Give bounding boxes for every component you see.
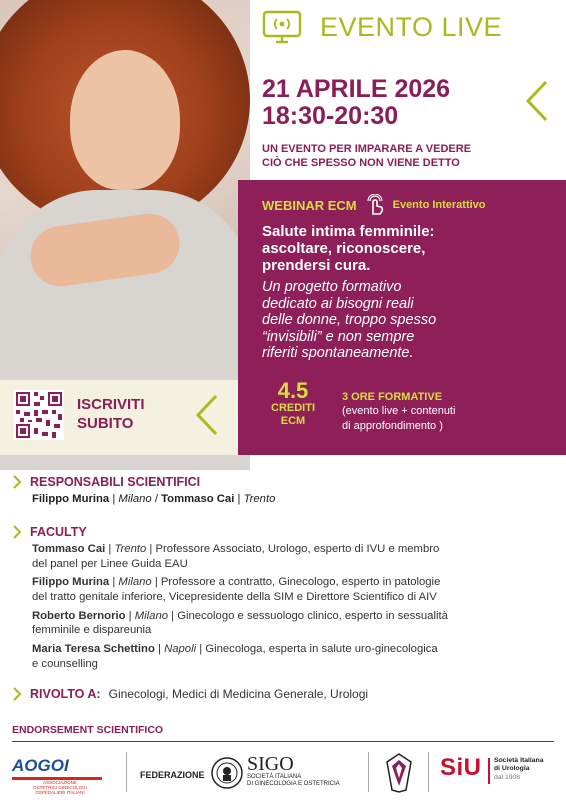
siu-caption-1: Società Italiana — [494, 757, 544, 764]
sigo-logo-text: SIGO — [247, 753, 294, 775]
aogoi-caption-2: OSTETRICI GINECOLOGI — [33, 784, 87, 790]
faculty-role-cont: e counselling — [32, 657, 98, 670]
interactive-label: Evento Interattivo — [392, 199, 486, 211]
faculty-city: Milano — [118, 576, 152, 589]
subscribe-line-2: SUBITO — [77, 414, 134, 432]
aogoi-logo — [12, 756, 108, 796]
ecm-credits — [262, 380, 324, 427]
aogoi-caption-3: OSPEDALIERI ITALIANI — [35, 789, 85, 795]
faculty-item: Tommaso Cai | Trento | Professore Associato, Urologo, esperto di IVU e membro del panel per Linee Guida EAU — [32, 543, 440, 570]
sigo-logo — [247, 754, 340, 788]
training-hours — [342, 390, 455, 433]
event-date: 21 APRILE 2026 — [262, 75, 451, 103]
faculty-name: Filippo Murina — [32, 576, 110, 589]
faculty-section — [12, 525, 557, 675]
chevron-right-icon — [12, 525, 22, 539]
responsabili-heading: RESPONSABILI SCIENTIFICI — [30, 475, 201, 489]
chevron-right-icon — [12, 475, 22, 489]
separator: | — [109, 493, 119, 505]
faculty-city: Napoli — [164, 643, 197, 656]
aogoi-caption — [12, 781, 108, 796]
tagline-line-1: UN EVENTO PER IMPARARE A VEDERE — [262, 143, 472, 155]
aogoi-logo-text: AOGOI — [12, 756, 69, 775]
live-badge — [262, 10, 502, 44]
chevron-left-icon — [522, 78, 552, 124]
sigo-caption-1: SOCIETÀ ITALIANA — [247, 774, 302, 780]
faculty-city: Trento — [114, 543, 147, 555]
faculty-item: Roberto Bernorio | Milano | Ginecologo e sessuologo clinico, esperto in sessualità femminile e dispareunia — [32, 609, 448, 637]
subscribe-label[interactable] — [77, 396, 145, 434]
tagline-line-2: CIÒ CHE SPESSO NON VIENE DETTO — [262, 157, 460, 170]
rivolto-label: RIVOLTO A: — [30, 687, 101, 701]
course-description — [262, 279, 552, 362]
endorsement-heading: ENDORSEMENT SCIENTIFICO — [12, 724, 164, 736]
faculty-heading: FACULTY — [30, 525, 87, 539]
chevron-left-icon — [192, 392, 222, 438]
faculty-name: Roberto Bernorio — [32, 609, 126, 622]
credits-label-1: CREDITI — [271, 402, 315, 414]
faculty-role: | Professore Associato, Urologo, esperto di IVU e membro — [146, 543, 440, 555]
hours-title: 3 ORE FORMATIVE — [342, 391, 443, 403]
faculty-name: Maria Teresa Schettino — [32, 643, 155, 656]
title-line-2: ascoltare, riconoscere, — [262, 239, 426, 257]
webinar-label: WEBINAR ECM — [262, 197, 357, 213]
siu-caption-3: dal 1908 — [494, 773, 521, 781]
title-line-1: Salute intima femminile: — [262, 223, 435, 240]
subscribe-line-1: ISCRIVITI — [77, 396, 145, 413]
desc-line-3: delle donne, troppo spesso — [262, 312, 437, 329]
responsabili-section — [12, 475, 275, 507]
siu-logo-text: SiU — [440, 754, 482, 781]
touch-hand-icon — [365, 194, 385, 216]
desc-line-4: “invisibili” e non sempre — [262, 328, 415, 345]
evento-live-label: EVENTO LIVE — [320, 11, 503, 42]
endorsement-logos — [0, 748, 566, 800]
qr-code[interactable] — [14, 390, 64, 440]
faculty-role: | Professore a contratto, Ginecologo, esperto in patologie — [151, 576, 441, 589]
credits-number: 4.5 — [277, 378, 309, 403]
faculty-name: Tommaso Cai — [32, 543, 106, 555]
title-line-3: prendersi cura. — [262, 256, 371, 274]
desc-line-2: dedicato ai bisogni reali — [262, 295, 414, 312]
chevron-right-icon — [12, 687, 22, 701]
target-audience — [12, 687, 368, 701]
faculty-role-cont: del tratto genitale inferiore, Vicepresidente della SIM e Direttore Scientifico di AIV — [32, 591, 437, 604]
aogoi-caption-1: ASSOCIAZIONE — [43, 780, 77, 785]
responsabile-city-2: Trento — [243, 493, 276, 505]
event-datetime — [262, 76, 450, 130]
responsabili-names — [12, 492, 275, 507]
hours-note-2: di approfondimento ) — [342, 419, 443, 432]
live-broadcast-icon — [262, 10, 302, 44]
responsabile-name-1: Filippo Murina — [32, 493, 110, 505]
federazione-label: FEDERAZIONE — [140, 770, 205, 780]
faculty-role-cont: femminile e dispareunia — [32, 624, 152, 637]
separator: / — [151, 493, 162, 505]
faculty-item: Maria Teresa Schettino | Napoli | Ginecologa, esperta in salute uro-ginecologica e counselling — [32, 643, 438, 670]
faculty-city: Milano — [134, 609, 169, 622]
divider — [12, 741, 554, 742]
desc-line-1: Un progetto formativo — [262, 279, 402, 295]
responsabile-name-2: Tommaso Cai — [161, 493, 235, 505]
shield-emblem-icon — [384, 752, 414, 794]
rivolto-text: Ginecologi, Medici di Medicina Generale, Urologi — [108, 687, 369, 701]
faculty-item: Filippo Murina | Milano | Professore a contratto, Ginecologo, esperto in patologie del tratto genitale inferiore, Vicepresidente della SIM e Direttore Scientifico di AIV — [32, 576, 441, 604]
hours-note-1: (evento live + contenuti — [342, 405, 456, 418]
siu-caption-2: di Urologia — [494, 765, 530, 773]
faculty-role: | Ginecologo e sessuologo clinico, esperto in sessualità — [168, 609, 448, 622]
faculty-role: | Ginecologa, esperta in salute uro-ginecologica — [196, 643, 438, 656]
siu-caption — [494, 757, 544, 782]
separator: | — [234, 493, 244, 505]
event-time: 18:30-20:30 — [262, 101, 399, 130]
sigo-seal-icon — [210, 756, 244, 790]
course-title — [262, 224, 552, 275]
credits-label-2: ECM — [280, 414, 306, 427]
sigo-caption-2: DI GINECOLOGIA E OSTETRICIA — [247, 781, 340, 788]
desc-line-5: riferiti spontaneamente. — [262, 345, 414, 362]
webinar-header — [262, 194, 486, 216]
responsabile-city-1: Milano — [118, 493, 152, 505]
faculty-role-cont: del panel per Linee Guida EAU — [32, 557, 188, 570]
event-tagline — [262, 142, 471, 171]
